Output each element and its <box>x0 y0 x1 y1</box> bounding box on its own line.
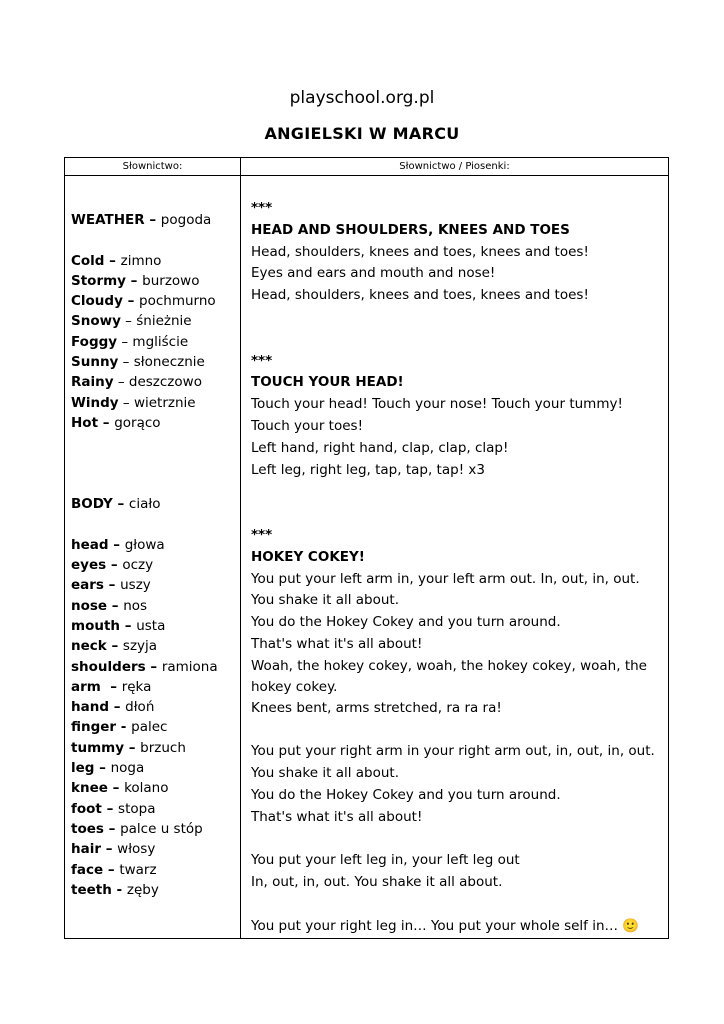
vocab-item: finger - palec <box>71 719 168 736</box>
song-line: That's what it's all about! <box>251 808 423 825</box>
song-line: You put your left leg in, your left leg out <box>251 852 520 869</box>
song-line: You do the Hokey Cokey and you turn around. <box>251 614 561 631</box>
vocab-item: mouth – usta <box>71 617 166 634</box>
site-name: playschool.org.pl <box>289 88 435 108</box>
song-line: Left leg, right leg, tap, tap, tap! x3 <box>251 461 485 478</box>
vocab-item: eyes – oczy <box>71 557 154 574</box>
vocab-item: teeth - zęby <box>71 881 159 898</box>
vocab-item: head – głowa <box>71 536 165 553</box>
vocab-item: tummy – brzuch <box>71 739 186 756</box>
vocab-item: nose – nos <box>71 597 148 614</box>
vocab-item: Foggy – mgliście <box>71 333 189 350</box>
song-line: Touch your head! Touch your nose! Touch your tummy! <box>251 396 623 413</box>
col-header-vocabulary: Słownictwo: <box>65 158 241 176</box>
vocab-item: foot – stopa <box>71 800 156 817</box>
song-line: You shake it all about. <box>251 765 399 782</box>
vocab-item: Cold – zimno <box>71 252 162 269</box>
vocab-item: leg – noga <box>71 760 145 777</box>
song-separator: *** <box>251 200 273 216</box>
songs-cell <box>241 176 669 939</box>
song-line: You do the Hokey Cokey and you turn around. <box>251 786 561 803</box>
song-title: HEAD AND SHOULDERS, KNEES AND TOES <box>251 221 570 238</box>
vocabulary-table <box>64 157 669 939</box>
vocab-item: toes – palce u stóp <box>71 820 203 837</box>
vocab-item: Stormy – burzowo <box>71 272 200 289</box>
song-title: TOUCH YOUR HEAD! <box>251 374 404 391</box>
vocab-item: knee – kolano <box>71 780 169 797</box>
vocab-item: Hot – gorąco <box>71 414 161 431</box>
song-line: Left hand, right hand, clap, clap, clap! <box>251 439 509 456</box>
song-separator: *** <box>251 352 273 369</box>
vocab-item: ears – uszy <box>71 577 151 594</box>
vocab-item: Cloudy – pochmurno <box>71 293 216 310</box>
song-title: HOKEY COKEY! <box>251 548 365 565</box>
vocab-item: arm – ręka <box>71 678 152 695</box>
song-line: Touch your toes! <box>251 417 363 434</box>
vocab-item: shoulders – ramiona <box>71 658 218 675</box>
page-title: ANGIELSKI W MARCU <box>264 124 460 143</box>
song-line-last: You put your right leg in… You put your whole self in… 🙂 <box>251 917 640 934</box>
song-line: In, out, in, out. You shake it all about. <box>251 874 503 891</box>
col-header-songs: Słownictwo / Piosenki: <box>241 158 669 176</box>
body-heading: BODY – ciało <box>71 496 161 513</box>
vocab-item: Snowy – śnieżnie <box>71 313 192 330</box>
vocab-item: Windy – wietrznie <box>71 394 196 411</box>
vocab-item: hair – włosy <box>71 841 156 858</box>
song-line: You put your left arm in, your left arm out. In, out, in, out. <box>251 570 640 587</box>
song-separator: *** <box>251 526 273 543</box>
vocab-item: Sunny – słonecznie <box>71 354 205 371</box>
song-chorus: Woah, the hokey cokey, woah, the hokey cokey, woah, the hokey cokey. <box>251 657 647 695</box>
song-line: Head, shoulders, knees and toes, knees and toes! <box>251 243 589 260</box>
vocab-item: hand – dłoń <box>71 699 155 716</box>
song-line: Knees bent, arms stretched, ra ra ra! <box>251 699 502 716</box>
song-line: Eyes and ears and mouth and nose! <box>251 265 496 282</box>
vocab-item: face – twarz <box>71 861 157 878</box>
body-vocab-list <box>71 535 240 900</box>
vocab-item: Rainy – deszczowo <box>71 374 202 391</box>
vocabulary-cell <box>65 176 241 939</box>
song-line: That's what it's all about! <box>251 635 423 652</box>
song-line: You shake it all about. <box>251 592 399 609</box>
weather-heading: WEATHER – pogoda <box>71 212 212 228</box>
song-line: Head, shoulders, knees and toes, knees and toes! <box>251 287 589 304</box>
song-line: You put your right arm in your right arm out, in, out, in, out. <box>251 743 655 760</box>
vocab-item: neck – szyja <box>71 638 158 655</box>
